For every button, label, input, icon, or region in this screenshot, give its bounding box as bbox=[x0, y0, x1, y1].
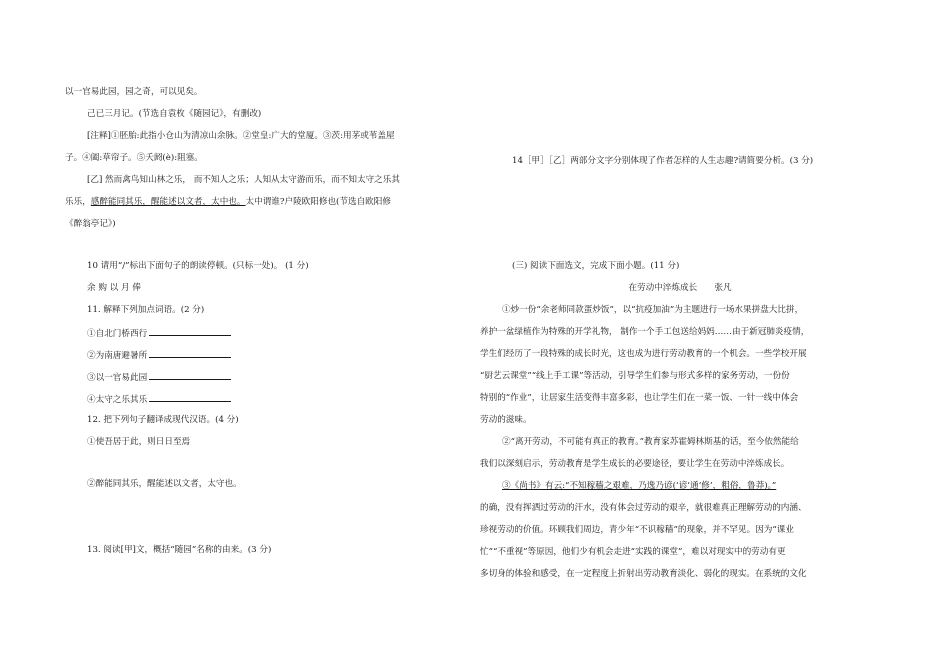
item-text: ③以一官易此园 bbox=[87, 373, 148, 383]
article-line: 珍视劳动的价值。环顾我们周边，青少年“不识稼穑”的现象，并不罕见。因为“课业 bbox=[480, 525, 794, 535]
text-segment: 太中谓谁?户陵欧阳修也(节选自欧阳修 bbox=[245, 197, 391, 207]
section-3-heading: (三) 阅读下面选文，完成下面小题。(11 分) bbox=[512, 261, 680, 271]
article-line: 养护一盆绿植作为特殊的开学礼物， 制作一个手工包送给妈妈……由于新冠肺炎疫情， bbox=[480, 327, 810, 337]
question-10-sentence: 余 购 以 月 俸 bbox=[87, 283, 141, 293]
question-10: 10 请用“/”标出下面句子的朗读停顿。(只标一处)。 (1 分) bbox=[87, 261, 309, 271]
answer-blank[interactable] bbox=[149, 328, 231, 336]
article-line: ①炒一份“余老师同款蛋炒饭”，以“抗疫加油”为主题进行一场水果拼盘大比拼， bbox=[502, 305, 804, 315]
text-line bbox=[65, 198, 391, 207]
question-11: 11. 解释下列加点词语。(2 分) bbox=[87, 305, 205, 315]
article-line: 劳动的滋味。 bbox=[480, 415, 532, 425]
text-segment: 乐乐， bbox=[65, 197, 91, 207]
item-text: ②为南唐避暑所 bbox=[87, 351, 148, 361]
article-line-underlined: ③《尚书》有云:“不知稼穑之艰难，乃逸乃谚(‘谚’通‘修’，粗俗，鲁莽)。” bbox=[502, 481, 777, 491]
article-line: ②“离开劳动，不可能有真正的教育。”教育家苏霍姆林斯基的话，至今依然能给 bbox=[502, 437, 799, 447]
text-line: [乙] 然而禽鸟知山林之乐， 而不知人之乐；人知从太守游而乐，而不知太守之乐其 bbox=[87, 175, 400, 185]
question-13: 13. 阅读[甲]文，概括“随园”名称的由来。(3 分) bbox=[87, 545, 272, 555]
question-12-item: ①使吾居于此，则日日至焉 bbox=[87, 437, 191, 447]
question-11-item bbox=[87, 350, 231, 361]
answer-blank[interactable] bbox=[149, 372, 231, 380]
text-line: 《醉翁亭记》) bbox=[65, 219, 116, 229]
question-11-item bbox=[87, 372, 231, 383]
article-line: 我们以深刻启示，劳动教育是学生成长的必要途径，要让学生在劳动中淬炼成长。 bbox=[480, 459, 790, 469]
annotation-line: [注释]①胚胎:此指小仓山为清凉山余脉。②堂皇:广大的堂厦。③茨:用茅或苇盖屋 bbox=[87, 131, 395, 141]
answer-blank[interactable] bbox=[149, 350, 231, 358]
article-line: 多切身的体验和感受，在一定程度上折射出劳动教育淡化、弱化的现实。在系统的文化 bbox=[480, 569, 807, 579]
article-line: “厨艺云课堂”“线上手工课”等活动，引导学生们参与形式多样的家务劳动，一份份 bbox=[480, 371, 790, 381]
article-line: 忙”“不重视”等原因，他们少有机会走进“实践的课堂”，难以对现实中的劳动有更 bbox=[480, 547, 786, 557]
question-12-item: ②醉能同其乐，醒能述以文者，太守也。 bbox=[87, 479, 242, 489]
article-line: 特别的“作业”，让居家生活变得丰富多彩，也让学生们在一菜一饭、一针一线中体会 bbox=[480, 393, 799, 403]
article-title: 在劳动中淬炼成长 张凡 bbox=[628, 283, 732, 293]
item-text: ①自北门桥西行 bbox=[87, 329, 148, 339]
text-line: 己已三月记。(节选自袁枚《随园记》，有删改) bbox=[87, 109, 262, 119]
question-11-item bbox=[87, 328, 231, 339]
item-text: ④太守之乐其乐 bbox=[87, 395, 148, 405]
question-12: 12. 把下列句子翻译成现代汉语。(4 分) bbox=[87, 415, 239, 425]
question-14: 14［甲］［乙］两部分文字分别体现了作者怎样的人生志趣?请简要分析。(3 分) bbox=[512, 156, 814, 166]
text-line: 以一官易此园，园之奇，可以见矣。 bbox=[65, 87, 203, 97]
answer-blank[interactable] bbox=[149, 394, 231, 402]
underlined-sentence: 感醉能同其乐，醒能述以文者，太中也。 bbox=[90, 197, 246, 207]
article-line: 的确，没有挥洒过劳动的汗水，没有体会过劳动的艰辛，就很难真正理解劳动的内涵、 bbox=[480, 503, 807, 513]
question-11-item bbox=[87, 394, 231, 405]
annotation-line: 子。④阖:草帘子。⑤夭阏(è):阻塞。 bbox=[65, 153, 203, 163]
article-line: 学生们经历了一段特殊的成长时光，这也成为进行劳动教育的一个机会。一些学校开展 bbox=[480, 349, 807, 359]
